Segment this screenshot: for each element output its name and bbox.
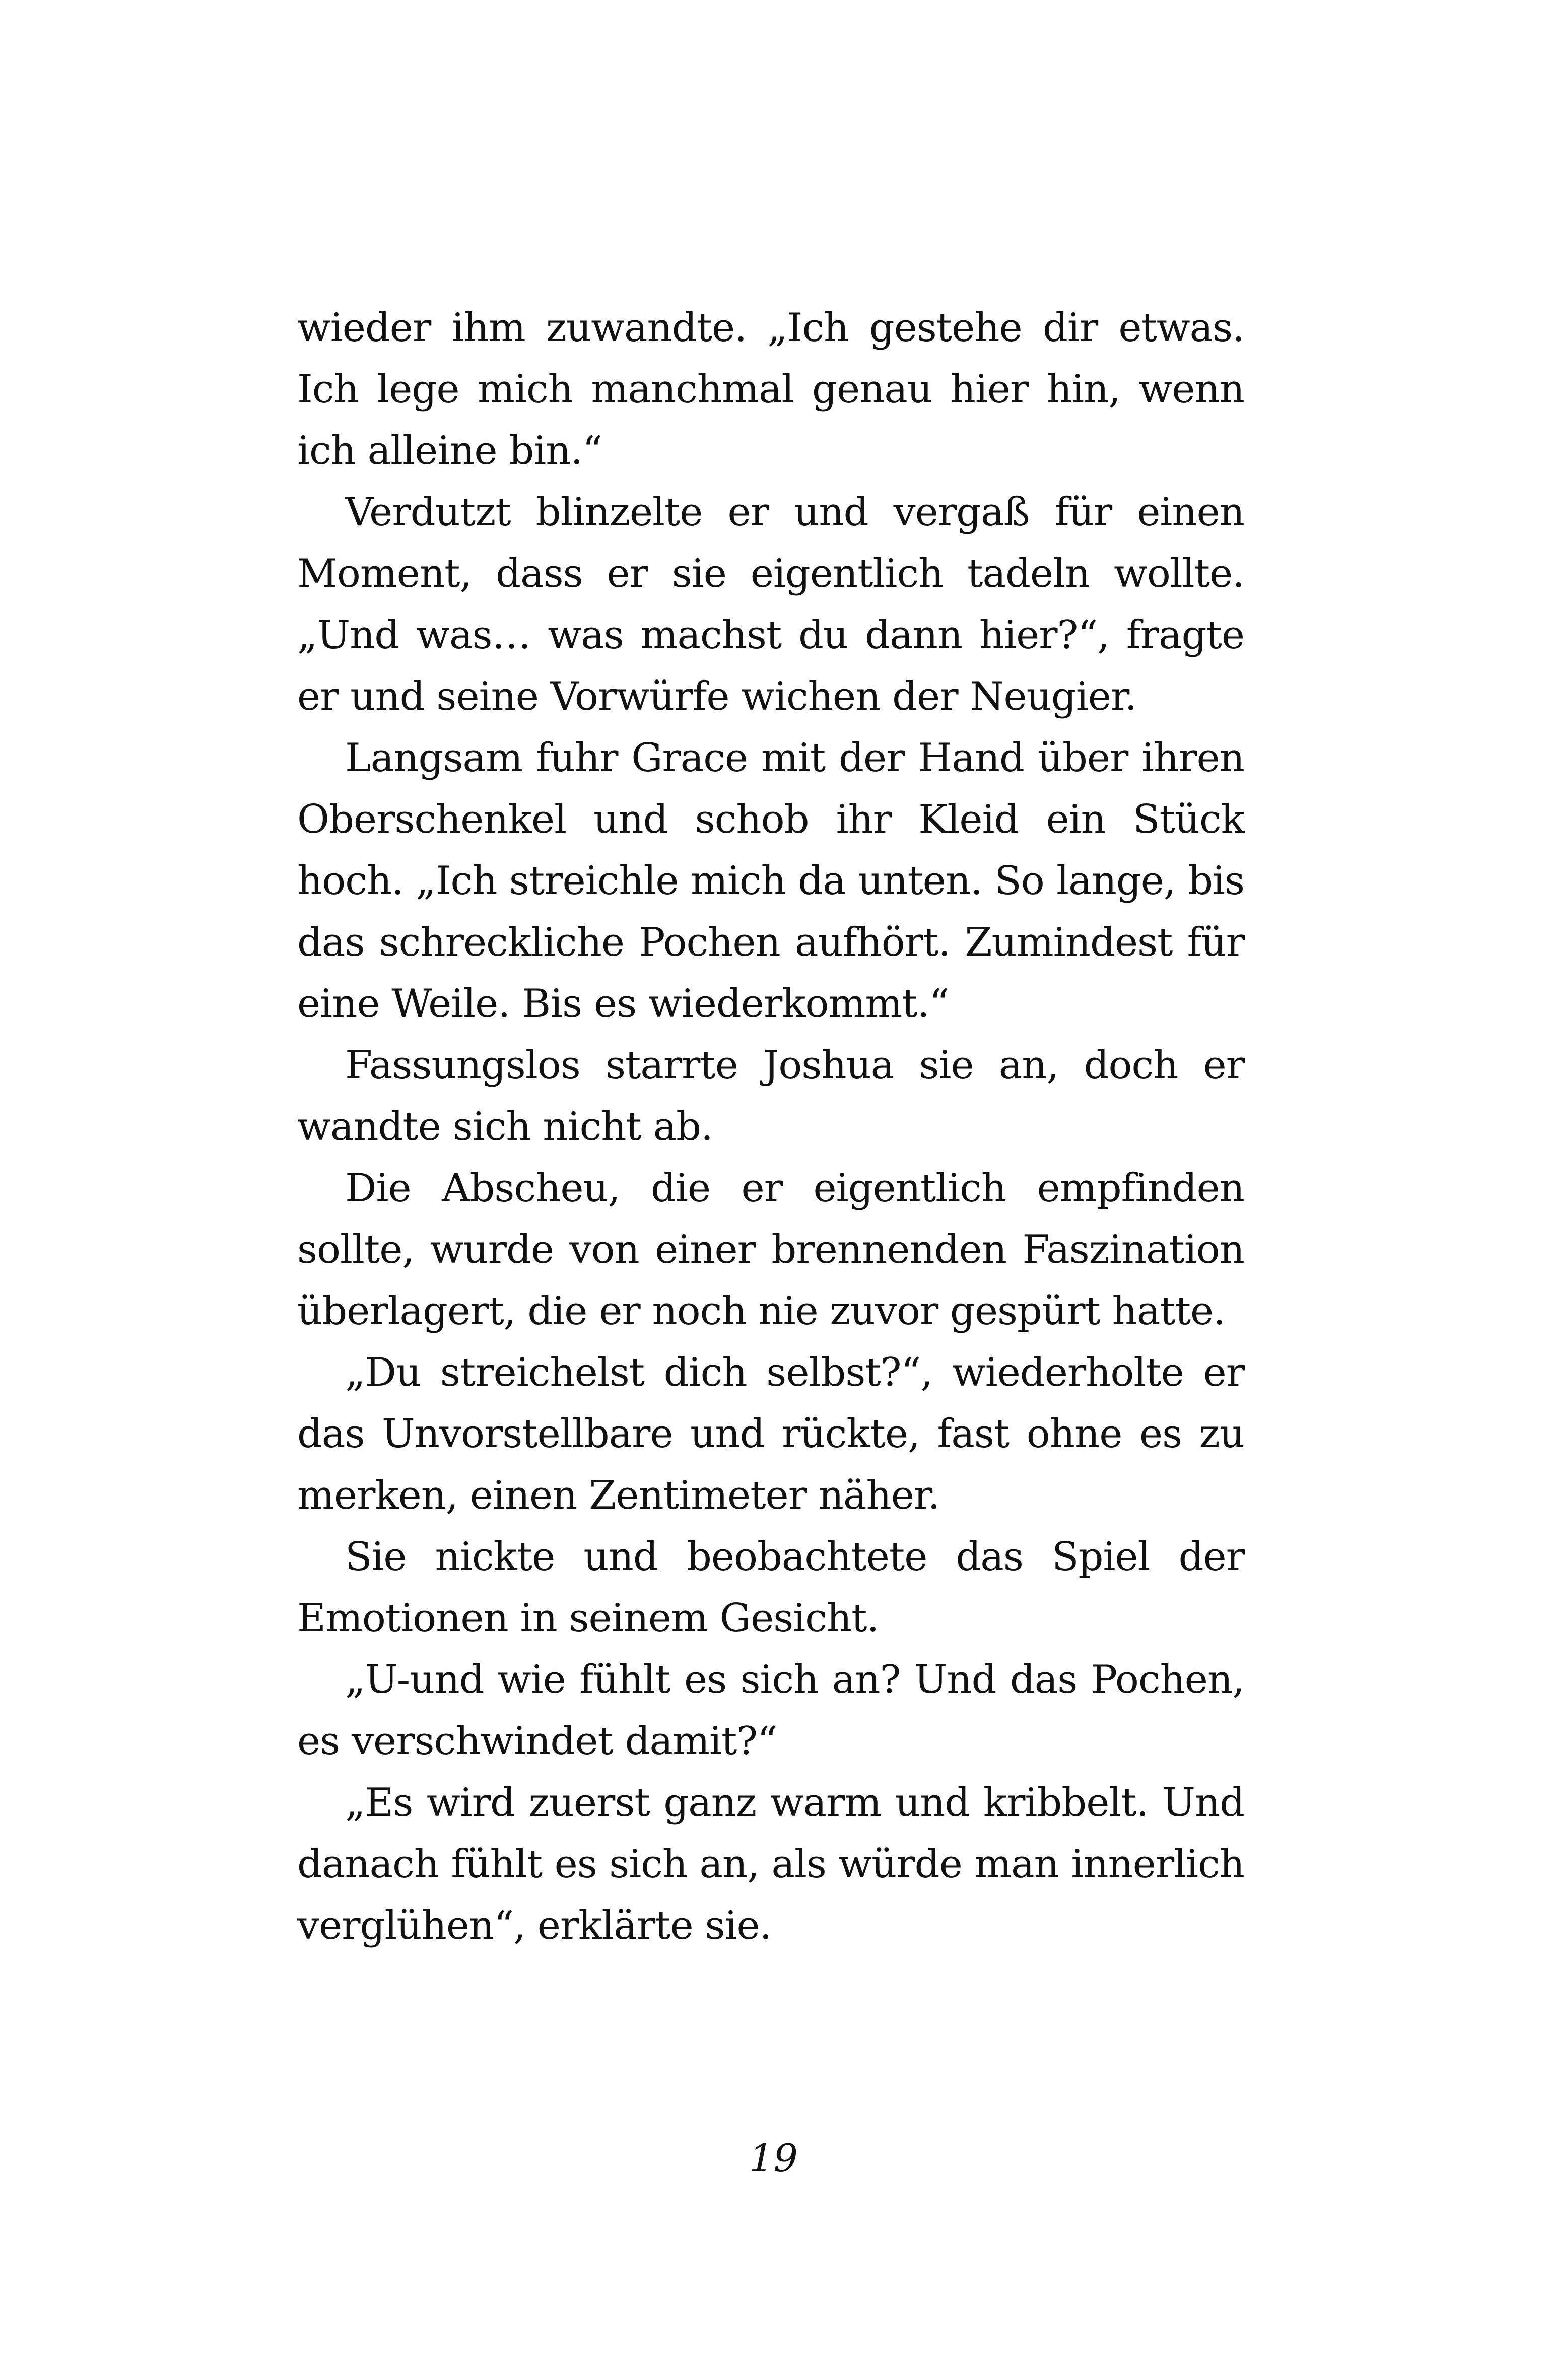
- page-number: 19: [749, 2136, 798, 2181]
- paragraph: Langsam fuhr Grace mit der Hand über ihren Oberschenkel und schob ihr Kleid ein Stück hoch. „Ich streichle mich da unten. So lange, bis das schreckliche Pochen aufhört. Zumindest für eine Weile. Bis es wiederkommt.“: [297, 735, 1244, 1027]
- body-text: [297, 297, 1244, 1956]
- paragraph: „U-und wie fühlt es sich an? Und das Pochen, es verschwindet damit?“: [297, 1657, 1244, 1764]
- paragraph-continuation: wieder ihm zuwandte. „Ich gestehe dir etwas. Ich lege mich manchmal genau hier hin, wenn ich alleine bin.“: [297, 305, 1244, 473]
- paragraph: Fassungslos starrte Joshua sie an, doch er wandte sich nicht ab.: [297, 1043, 1244, 1149]
- paragraph: Sie nickte und beobachtete das Spiel der Emotionen in seinem Gesicht.: [297, 1534, 1244, 1641]
- paragraph: „Du streichelst dich selbst?“, wiederholte er das Unvorstellbare und rückte, fast ohne es zu merken, einen Zentimeter näher.: [297, 1350, 1244, 1518]
- paragraph: Verdutzt blinzelte er und vergaß für einen Moment, dass er sie eigentlich tadeln wollte. „Und was… was machst du dann hier?“, fragte er und seine Vorwürfe wichen der Neugier.: [297, 490, 1244, 719]
- paragraph: Die Abscheu, die er eigentlich empfinden sollte, wurde von einer brennenden Faszination überlagert, die er noch nie zuvor gespürt hatte.: [297, 1166, 1244, 1334]
- paragraph: „Es wird zuerst ganz warm und kribbelt. Und danach fühlt es sich an, als würde man innerlich verglühen“, erklärte sie.: [297, 1780, 1244, 1948]
